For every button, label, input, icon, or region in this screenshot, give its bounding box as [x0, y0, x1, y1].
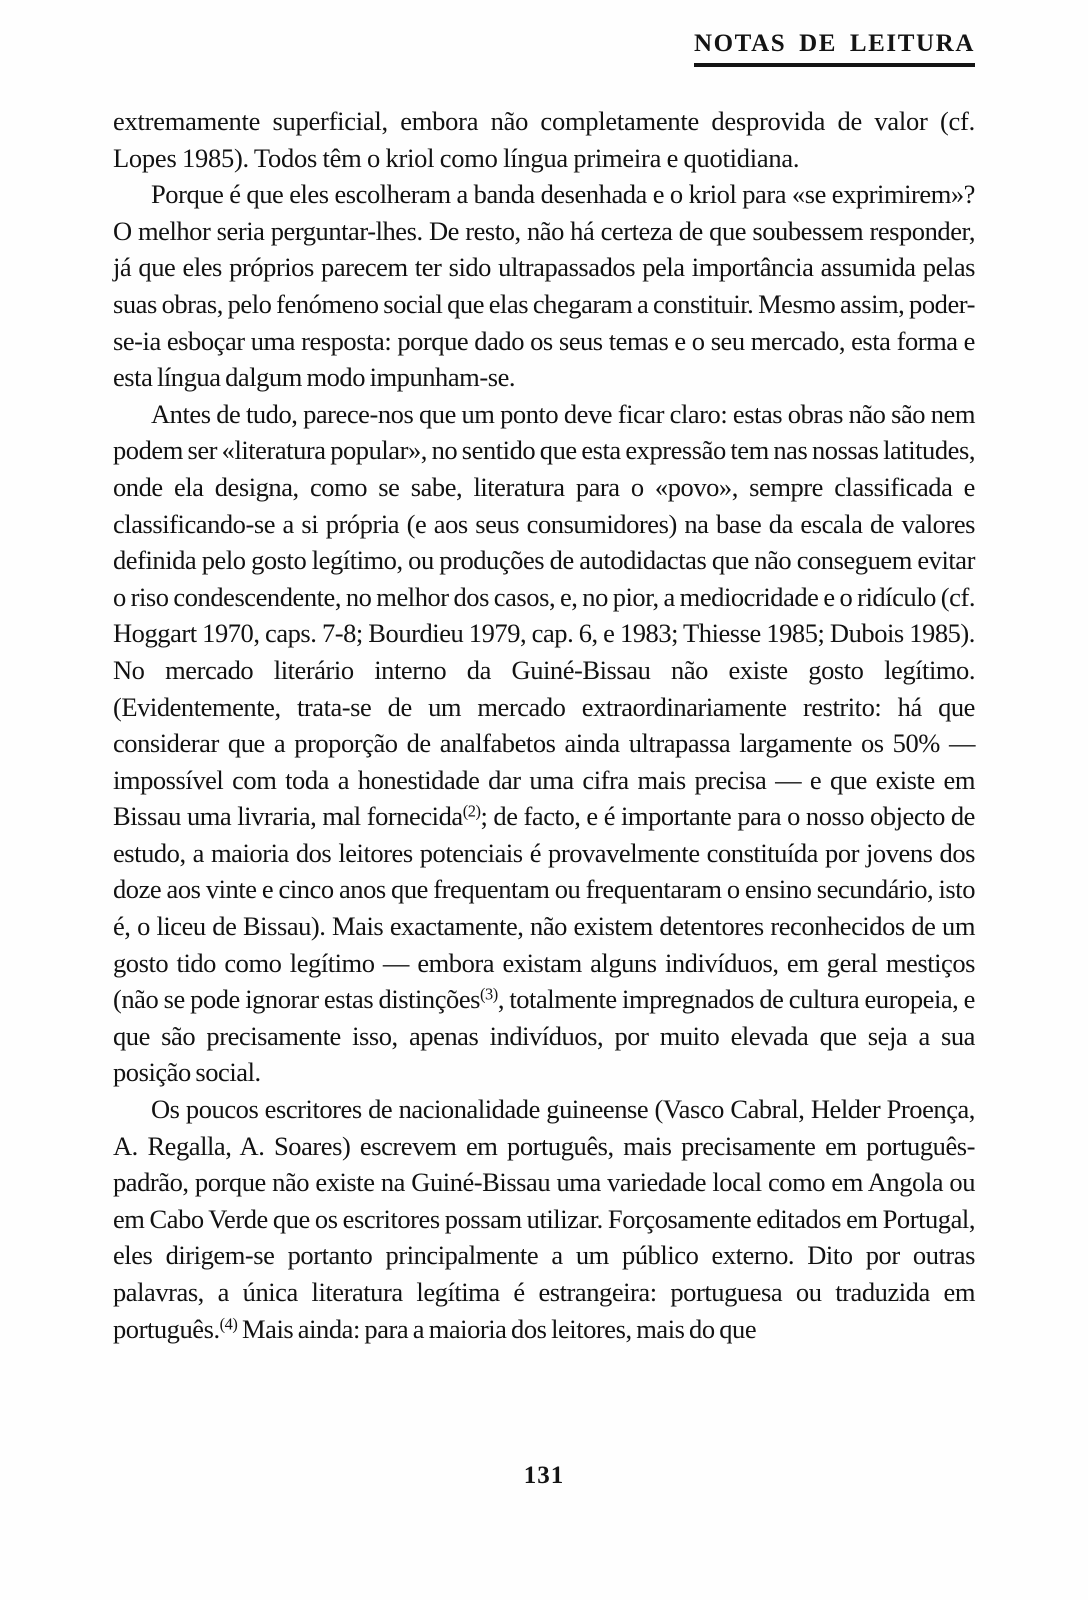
- paragraph-2-text: Porque é que eles escolheram a banda desenhada e o kriol para «se exprimirem»? O melhor seria perguntar-lhes. De resto, não há certeza de que soubessem responder, já que eles próprios parecem ter sido ultrapassados pela importância assumida pelas suas obras, pelo fenómeno social que elas chegaram a constituir. Mesmo assim, poder-se-ia esboçar uma resposta: porque dado os seus temas e o seu mercado, esta forma e esta língua dalgum modo impunham-se.: [113, 179, 975, 393]
- paragraph-3-text-part-1: Antes de tudo, parece-nos que um ponto deve ficar claro: estas obras não são nem podem ser «literatura popular», no sentido que esta expressão tem nas nossas latitudes, onde ela designa, como se sabe, literatura para o «povo», sempre classificada e classificando-se a si própria (e aos seus consumidores) na base da escala de valores definida pelo gosto legítimo, ou produções de autodidactas que não conseguem evitar o riso condescendente, no melhor dos casos, e, no pior, a mediocridade e o ridículo (cf. Hoggart 1970, caps. 7-8; Bourdieu 1979, cap. 6, e 1983; Thiesse 1985; Dubois 1985). No mercado literário interno da Guiné-Bissau não existe gosto legítimo. (Evidentemente, trata-se de um mercado extraordinariamente restrito: há que considerar que a proporção de analfabetos ainda ultrapassa largamente os 50% — impossível com toda a honestidade dar uma cifra mais precisa — e que existe em Bissau uma livraria, mal fornecida: [113, 398, 975, 832]
- paragraph-4-text-part-2: Mais ainda: para a maioria dos leitores, mais do que: [237, 1313, 757, 1344]
- paragraph-3-text-part-3: , totalmente impregnados de cultura europeia, e que são precisamente isso, apenas indivíduos, por muito elevada que seja a sua posição social.: [113, 984, 975, 1088]
- paragraph-1: [113, 103, 975, 176]
- footnote-marker-4[interactable]: (4): [219, 1314, 238, 1334]
- paragraph-4-text-part-1: Os poucos escritores de nacionalidade guineense (Vasco Cabral, Helder Proença, A. Regalla, A. Soares) escrevem em português, mais precisamente em português-padrão, porque não existe na Guiné-Bissau uma variedade local como em Angola ou em Cabo Verde que os escritores possam utilizar. Forçosamente editados em Portugal, eles dirigem-se portanto principalmente a um público externo. Dito por outras palavras, a única literatura legítima é estrangeira: portuguesa ou traduzida em português.: [113, 1094, 975, 1344]
- body-text-block: [113, 103, 975, 1347]
- paragraph-2: [113, 176, 975, 396]
- paragraph-3: [113, 396, 975, 1091]
- running-head-title: NOTAS DE LEITURA: [693, 30, 975, 57]
- footnote-marker-3[interactable]: (3): [480, 984, 498, 1004]
- footnote-marker-2[interactable]: (2): [462, 801, 481, 821]
- page-number: 131: [523, 1462, 565, 1489]
- running-head: [694, 30, 975, 67]
- paragraph-4: [113, 1091, 975, 1347]
- paragraph-3-text-part-2: ; de facto, e é importante para o nosso objecto de estudo, a maioria dos leitores potenciais é provavelmente constituída por jovens dos doze aos vinte e cinco anos que frequentam ou frequentaram o ensino secundário, isto é, o liceu de Bissau). Mais exactamente, não existem detentores reconhecidos de um gosto tido como legítimo — embora existam alguns indivíduos, em geral mestiços (não se pode ignorar estas distinções: [113, 801, 975, 1015]
- running-head-rule: [694, 63, 975, 67]
- paragraph-1-text: extremamente superficial, embora não completamente desprovida de valor (cf. Lopes 1985). Todos têm o kriol como língua primeira e quotidiana.: [113, 106, 975, 173]
